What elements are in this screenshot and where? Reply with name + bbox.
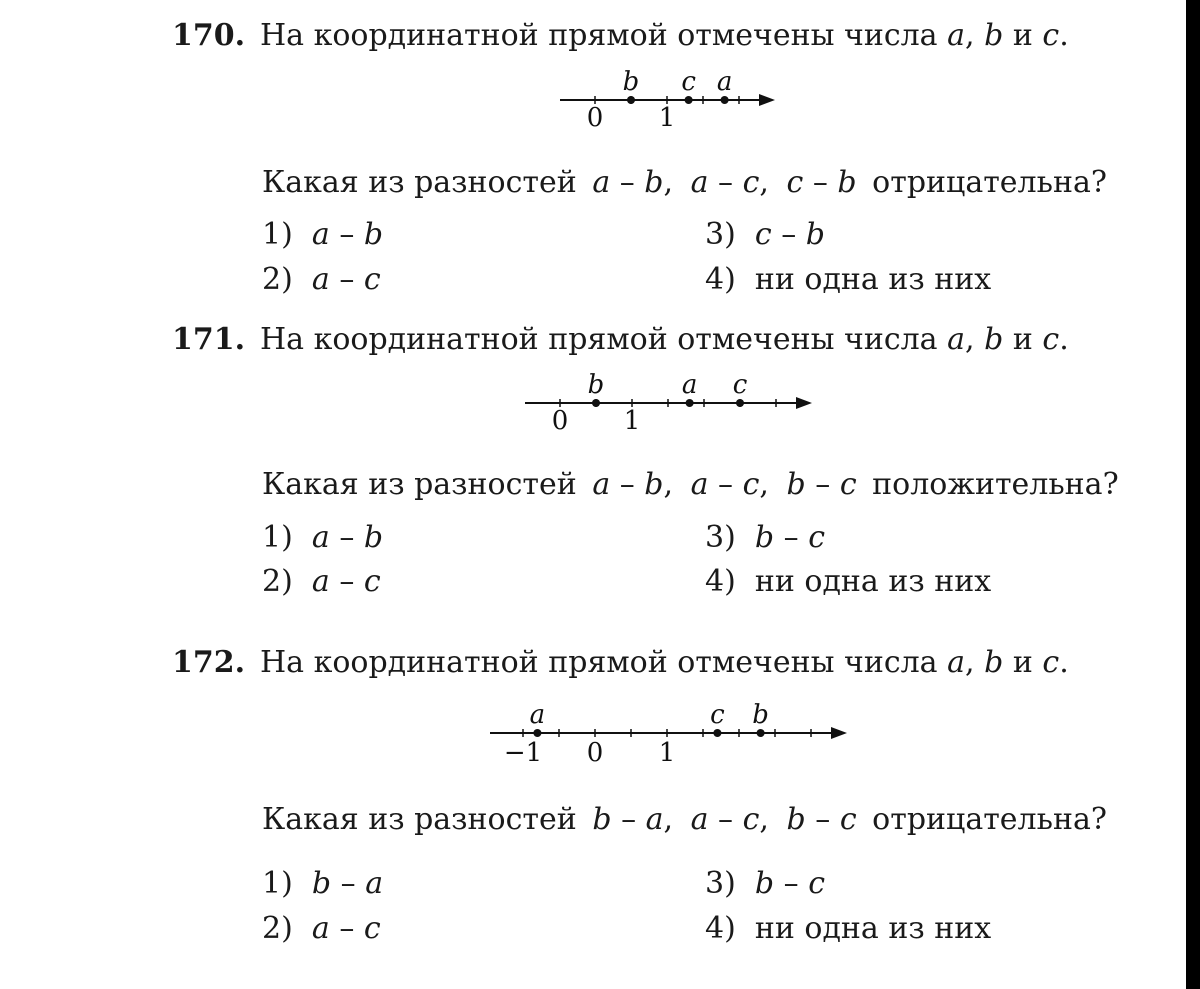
arrow-head [831, 727, 847, 739]
option-2[interactable]: 2) a – c [262, 262, 381, 297]
option-2[interactable]: 2) a – c [262, 564, 381, 599]
number-line [520, 363, 820, 443]
option-3[interactable]: 3) b – c [705, 866, 825, 901]
point-a [533, 729, 541, 737]
option-3[interactable]: 3) c – b [705, 217, 825, 252]
arrow-head [759, 94, 775, 106]
point-label-b: b [622, 67, 640, 97]
point-label-a: a [716, 67, 733, 97]
problem-statement: На координатной прямой отмечены числа a, b и c. [260, 322, 1069, 357]
point-c [685, 96, 693, 104]
problem-statement: На координатной прямой отмечены числа a, b и c. [260, 18, 1069, 53]
question: Какая из разностей a – b, a – c, b – c положительна? [262, 467, 1119, 502]
option-4[interactable]: 4) ни одна из них [705, 262, 992, 297]
option-4[interactable]: 4) ни одна из них [705, 911, 992, 946]
number-line [555, 60, 795, 140]
question: Какая из разностей a – b, a – c, c – b отрицательна? [262, 165, 1107, 200]
problem-number: 170. [172, 18, 246, 53]
point-label-a: a [529, 700, 546, 730]
point-label-c: c [732, 370, 748, 400]
point-label-b: b [752, 700, 769, 730]
tick-label: 0 [551, 406, 569, 436]
arrow-head [796, 397, 812, 409]
problem-statement: На координатной прямой отмечены числа a, b и c. [260, 645, 1069, 680]
point-label-c: c [710, 700, 725, 730]
option-1[interactable]: 1) a – b [262, 217, 384, 252]
tick-label: 0 [586, 103, 604, 133]
point-c [736, 399, 744, 407]
tick-label: 1 [658, 103, 676, 133]
option-1[interactable]: 1) a – b [262, 520, 384, 555]
tick-label: 1 [623, 406, 641, 436]
point-b [627, 96, 635, 104]
question: Какая из разностей b – a, a – c, b – c отрицательна? [262, 802, 1107, 837]
option-3[interactable]: 3) b – c [705, 520, 825, 555]
point-a [721, 96, 729, 104]
tick-label: −1 [503, 738, 543, 768]
option-1[interactable]: 1) b – a [262, 866, 384, 901]
point-b [757, 729, 765, 737]
problem-number: 171. [172, 322, 246, 357]
number-line [485, 693, 855, 775]
point-label-c: c [681, 67, 696, 97]
point-c [713, 729, 721, 737]
point-label-a: a [681, 370, 698, 400]
point-label-b: b [587, 370, 605, 400]
option-4[interactable]: 4) ни одна из них [705, 564, 992, 599]
point-b [592, 399, 600, 407]
problem-number: 172. [172, 645, 246, 680]
tick-label: 1 [658, 738, 676, 768]
point-a [686, 399, 694, 407]
option-2[interactable]: 2) a – c [262, 911, 381, 946]
tick-label: 0 [586, 738, 604, 768]
